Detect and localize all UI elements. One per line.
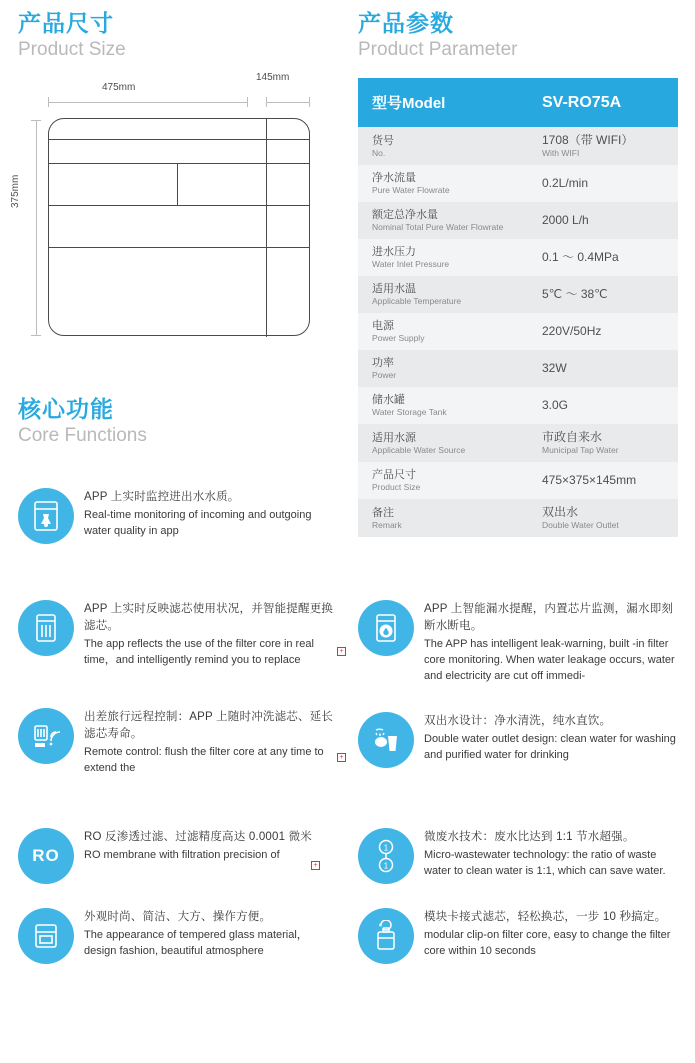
device-panel-divider [177,163,178,205]
section-title-cn: 核心功能 [18,396,114,422]
feature-text-cn: APP 上智能漏水提醒，内置芯片监测，漏水即刻断水断电。 [424,603,674,632]
tempered-glass-icon [18,908,74,964]
param-value-cell [528,165,678,202]
param-value-cell [528,499,678,537]
ro-membrane-icon: RO [18,828,74,884]
feature-item [358,600,678,684]
param-key-cell [358,165,528,202]
param-key-cn: 适用水源 [372,431,416,444]
feature-text-en: Micro-wastewater technology: the ratio of waste water to clean water is 1:1, which can save water. [424,849,666,877]
section-title-cn: 产品参数 [358,10,454,36]
param-value-cell [528,387,678,424]
param-value-sub: Municipal Tap Water [542,445,619,455]
micro-wastewater-icon [358,828,414,884]
annotation-mark [337,753,346,762]
param-key-en: Product Size [372,482,421,492]
param-key-cn: 适用水温 [372,283,416,295]
param-key-cell [358,350,528,387]
annotation-mark [337,647,346,656]
param-value: 1708（带 WIFI） [542,133,634,147]
feature-item [358,828,678,884]
param-value: 2000 L/h [542,213,589,227]
feature-text-cn: APP 上实时监控进出水水质。 [84,491,240,503]
filter-core-icon [18,600,74,656]
param-value: 220V/50Hz [542,324,602,338]
feature-text-cn: 外观时尚、简洁、大方、操作方便。 [84,911,272,923]
param-value-sub: With WIFI [542,148,580,158]
param-key-cn: 进水压力 [372,246,416,258]
feature-text [84,488,338,544]
feature-text-en: Real-time monitoring of incoming and outgoing water quality in app [84,509,312,537]
dimension-width-label: 475mm [102,82,136,93]
dimension-depth-line [266,102,310,103]
svg-text:1: 1 [383,843,389,853]
param-value-cell [528,424,678,462]
param-key-en: Remark [372,519,402,530]
feature-text [84,908,338,964]
table-header-value [528,78,678,127]
feature-item [358,712,678,768]
table-header-row [358,78,678,127]
svg-text:1: 1 [383,861,389,871]
dimension-height-line [36,120,37,336]
feature-text-cn: APP 上实时反映滤芯使用状况，并智能提醒更换滤芯。 [84,603,334,632]
feature-text-cn: 模块卡接式滤芯，轻松换芯，一步 10 秒搞定。 [424,911,667,923]
feature-item [18,708,338,776]
param-value: 5℃ ～ 38℃ [542,287,608,301]
param-value: 0.1 ～ 0.4MPa [542,250,619,264]
param-key-en: Water Inlet Pressure [372,259,450,269]
param-key-en: Power Supply [372,333,425,343]
param-value-cell [528,202,678,239]
param-value: 475×375×145mm [542,473,637,487]
table-row [358,499,678,537]
product-size-drawing [10,72,338,368]
table-header-key [358,78,528,127]
feature-text-en: The app reflects the use of the filter core in real time，and intelligently remind you to replace [84,638,314,666]
param-value-cell [528,350,678,387]
feature-text-en: The APP has intelligent leak-warning, built -in filter core monitoring. When water leakage occurs, water and electricity are cut off immedi- [424,638,675,682]
param-key-cell [358,424,528,462]
feature-text-en: The appearance of tempered glass material，design fashion, beautiful atmosphere [84,929,308,957]
dimension-depth-label: 145mm [256,72,290,83]
param-key-cell [358,202,528,239]
param-key-cell [358,462,528,499]
param-value-cell [528,313,678,350]
table-row [358,276,678,313]
param-key-cell [358,276,528,313]
feature-text-en: RO membrane with filtration precision of [84,849,280,861]
model-label-en: Model [402,95,446,112]
water-dispenser-icon [18,488,74,544]
feature-item [18,488,338,544]
param-value-cell [528,462,678,499]
dimension-tick [48,97,49,107]
param-value: 0.2L/min [542,176,589,190]
feature-text-en: Double water outlet design: clean water for washing and purified water for drinking [424,733,676,761]
feature-item [358,908,678,964]
table-row [358,239,678,276]
param-key-cn: 净水流量 [372,172,416,184]
product-parameter-table [358,78,678,537]
param-value: 双出水 [542,505,579,519]
param-key-cn: 电源 [372,320,394,332]
table-row [358,165,678,202]
feature-text [424,828,678,884]
feature-text [84,600,338,668]
feature-text [424,600,678,684]
feature-text-cn: 微废水技术：废水比达到 1:1 节水超强。 [424,831,635,843]
table-row [358,424,678,462]
param-key-cell [358,387,528,424]
device-side-face [266,118,310,337]
dimension-tick [31,120,41,121]
param-key-cell [358,127,528,165]
annotation-mark [311,861,320,870]
feature-text [84,708,338,776]
table-row [358,350,678,387]
table-row [358,313,678,350]
table-row [358,202,678,239]
clip-on-filter-icon [358,908,414,964]
section-heading-core-functions [18,396,147,448]
feature-text [424,712,678,768]
param-key-cn: 额定总净水量 [372,209,438,221]
param-key-cn: 储水罐 [372,394,405,406]
param-value: 3.0G [542,398,569,412]
feature-text [424,908,678,964]
param-key-cell [358,499,528,537]
feature-text-en: modular clip-on filter core, easy to change the filter core within 10 seconds [424,929,671,957]
param-key-cell [358,239,528,276]
param-value-cell [528,127,678,165]
double-outlet-icon [358,712,414,768]
section-heading-product-size [18,10,126,62]
param-value-cell [528,276,678,313]
feature-text-cn: 双出水设计：净水清洗，纯水直饮。 [424,715,612,727]
param-key-cn: 备注 [372,506,394,519]
param-value: 市政自来水 [542,430,603,444]
section-title-en: Core Functions [18,425,147,446]
feature-item [18,600,338,668]
dimension-width-line [48,102,248,103]
param-key-en: Applicable Temperature [372,296,462,306]
table-row [358,387,678,424]
param-key-cn: 功率 [372,357,394,369]
param-key-en: Power [372,370,397,380]
param-key-cn: 货号 [372,134,394,147]
section-heading-product-parameter [358,10,517,62]
feature-text-cn: 出差旅行远程控制：APP 上随时冲洗滤芯、延长滤芯寿命。 [84,711,334,740]
param-key-cell [358,313,528,350]
table-row [358,462,678,499]
leak-detection-icon [358,600,414,656]
param-value-cell [528,239,678,276]
section-title-cn: 产品尺寸 [18,10,114,36]
feature-text-cn: RO 反渗透过滤、过滤精度高达 0.0001 微米 [84,831,313,843]
param-key-en: Applicable Water Source [372,444,466,455]
model-label-cn: 型号 [372,95,403,112]
dimension-tick [309,97,310,107]
dimension-tick [31,335,41,336]
remote-wifi-faucet-icon [18,708,74,764]
dimension-tick [247,97,248,107]
feature-text [84,828,312,884]
feature-item [18,828,338,884]
dimension-tick [266,97,267,107]
model-value: SV-RO75A [542,93,622,111]
section-title-en: Product Parameter [358,39,518,60]
dimension-height-label: 375mm [10,174,21,208]
table-row [358,127,678,165]
feature-item [18,908,338,964]
section-title-en: Product Size [18,39,126,60]
device-outline [48,118,310,336]
param-key-en: No. [372,147,386,158]
param-value-sub: Double Water Outlet [542,520,619,530]
feature-text-en: Remote control: flush the filter core at any time to extend the [84,746,324,774]
param-key-en: Water Storage Tank [372,407,447,417]
param-key-cn: 产品尺寸 [372,469,416,481]
param-key-en: Pure Water Flowrate [372,185,450,195]
param-value: 32W [542,361,567,375]
param-key-en: Nominal Total Pure Water Flowrate [372,222,504,232]
